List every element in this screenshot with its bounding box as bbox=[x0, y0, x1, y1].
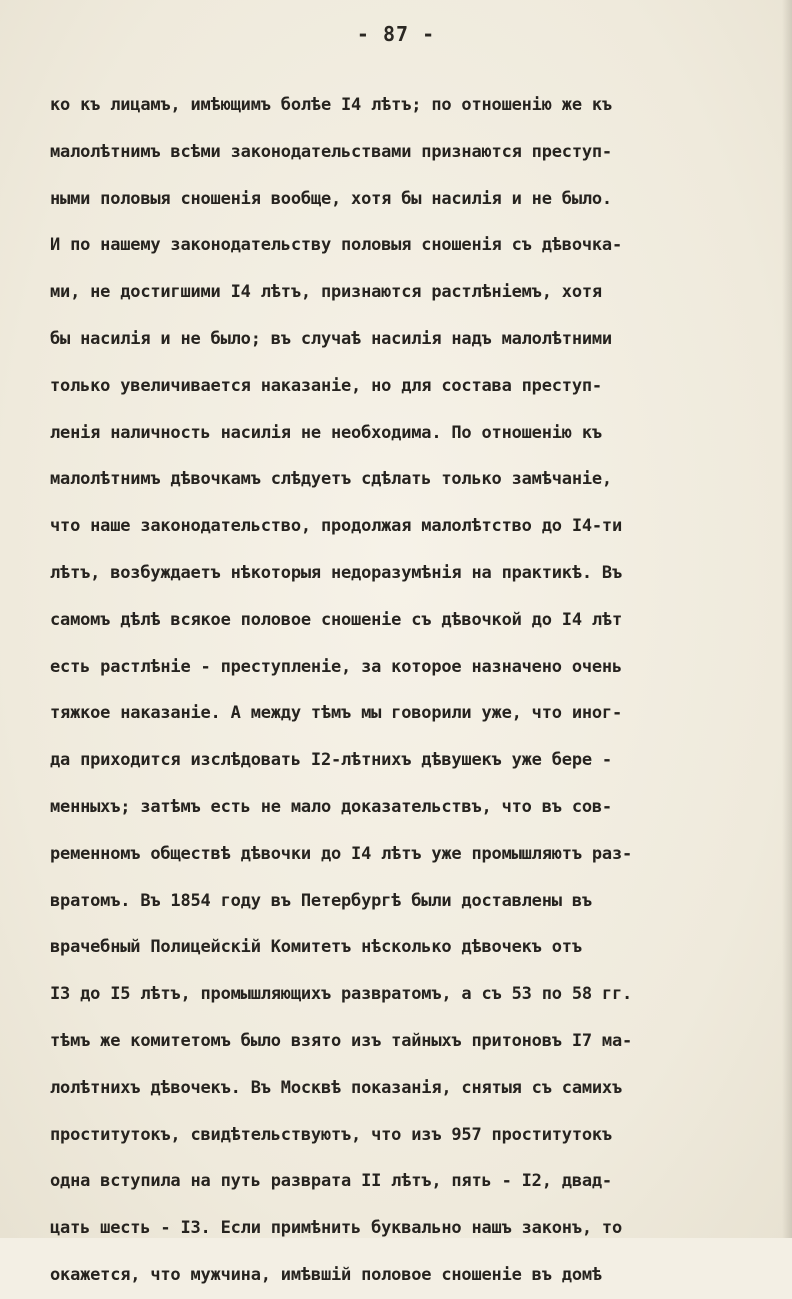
text-line: лѣтъ, возбуждаетъ нѣкоторыя недоразумѣнія на практикѣ. Въ bbox=[50, 562, 622, 583]
show-through-bleed bbox=[40, 56, 792, 80]
text-line: I3 до I5 лѣтъ, промышляющихъ развратомъ, а съ 53 по 58 гг. bbox=[50, 984, 633, 1005]
text-line: малолѣтнимъ дѣвочкамъ слѣдуетъ сдѣлать только замѣчаніе, bbox=[50, 469, 612, 490]
text-line: менныхъ; затѣмъ есть не мало доказательствъ, что въ сов- bbox=[50, 796, 612, 817]
text-line: бы насилія и не было; въ случаѣ насилія надъ малолѣтними bbox=[50, 328, 612, 349]
text-line: цать шесть - I3. Если примѣнить буквально нашъ законъ, то bbox=[50, 1218, 622, 1239]
text-line: проститутокъ, свидѣтельствуютъ, что изъ 957 проститутокъ bbox=[50, 1124, 612, 1145]
page-edge-shadow bbox=[782, 0, 792, 1238]
text-line: ными половыя сношенія вообще, хотя бы насилія и не было. bbox=[50, 188, 612, 209]
page-number: - 87 - bbox=[356, 22, 436, 46]
text-line: врачебный Полицейскій Комитетъ нѣсколько дѣвочекъ отъ bbox=[50, 937, 582, 958]
text-line: ми, не достигшими I4 лѣтъ, признаются растлѣніемъ, хотя bbox=[50, 282, 602, 303]
typewritten-body bbox=[50, 82, 780, 1299]
text-line: есть растлѣніе - преступленіе, за которое назначено очень bbox=[50, 656, 622, 677]
text-line: тяжкое наказаніе. А между тѣмъ мы говорили уже, что иног- bbox=[50, 703, 622, 724]
text-line: что наше законодательство, продолжая малолѣтство до I4-ти bbox=[50, 516, 622, 537]
text-line: ко къ лицамъ, имѣющимъ болѣе I4 лѣтъ; по отношенію же къ bbox=[50, 95, 612, 115]
text-line: тѣмъ же комитетомъ было взято изъ тайныхъ притоновъ I7 ма- bbox=[50, 1030, 633, 1051]
text-line: одна вступила на путь разврата II лѣтъ, пять - I2, двад- bbox=[50, 1171, 612, 1192]
text-line: вратомъ. Въ 1854 году въ Петербургѣ были доставлены въ bbox=[50, 890, 592, 911]
text-line: ленія наличность насилія не необходима. По отношенію къ bbox=[50, 422, 602, 443]
text-line: только увеличивается наказаніе, но для состава преступ- bbox=[50, 375, 602, 396]
text-line: ременномъ обществѣ дѣвочки до I4 лѣтъ уже промышляютъ раз- bbox=[50, 843, 633, 864]
text-line: И по нашему законодательству половыя сношенія съ дѣвочка- bbox=[50, 235, 622, 256]
text-line: да приходится изслѣдовать I2-лѣтнихъ дѣвушекъ уже бере - bbox=[50, 750, 612, 771]
text-line: малолѣтнимъ всѣми законодательствами признаются преступ- bbox=[50, 141, 612, 162]
text-line: лолѣтнихъ дѣвочекъ. Въ Москвѣ показанія, снятыя съ самихъ bbox=[50, 1077, 622, 1098]
text-line: самомъ дѣлѣ всякое половое сношеніе съ дѣвочкой до I4 лѣт bbox=[50, 609, 622, 630]
text-line: окажется, что мужчина, имѣвшій половое сношеніе въ домѣ bbox=[50, 1264, 602, 1285]
